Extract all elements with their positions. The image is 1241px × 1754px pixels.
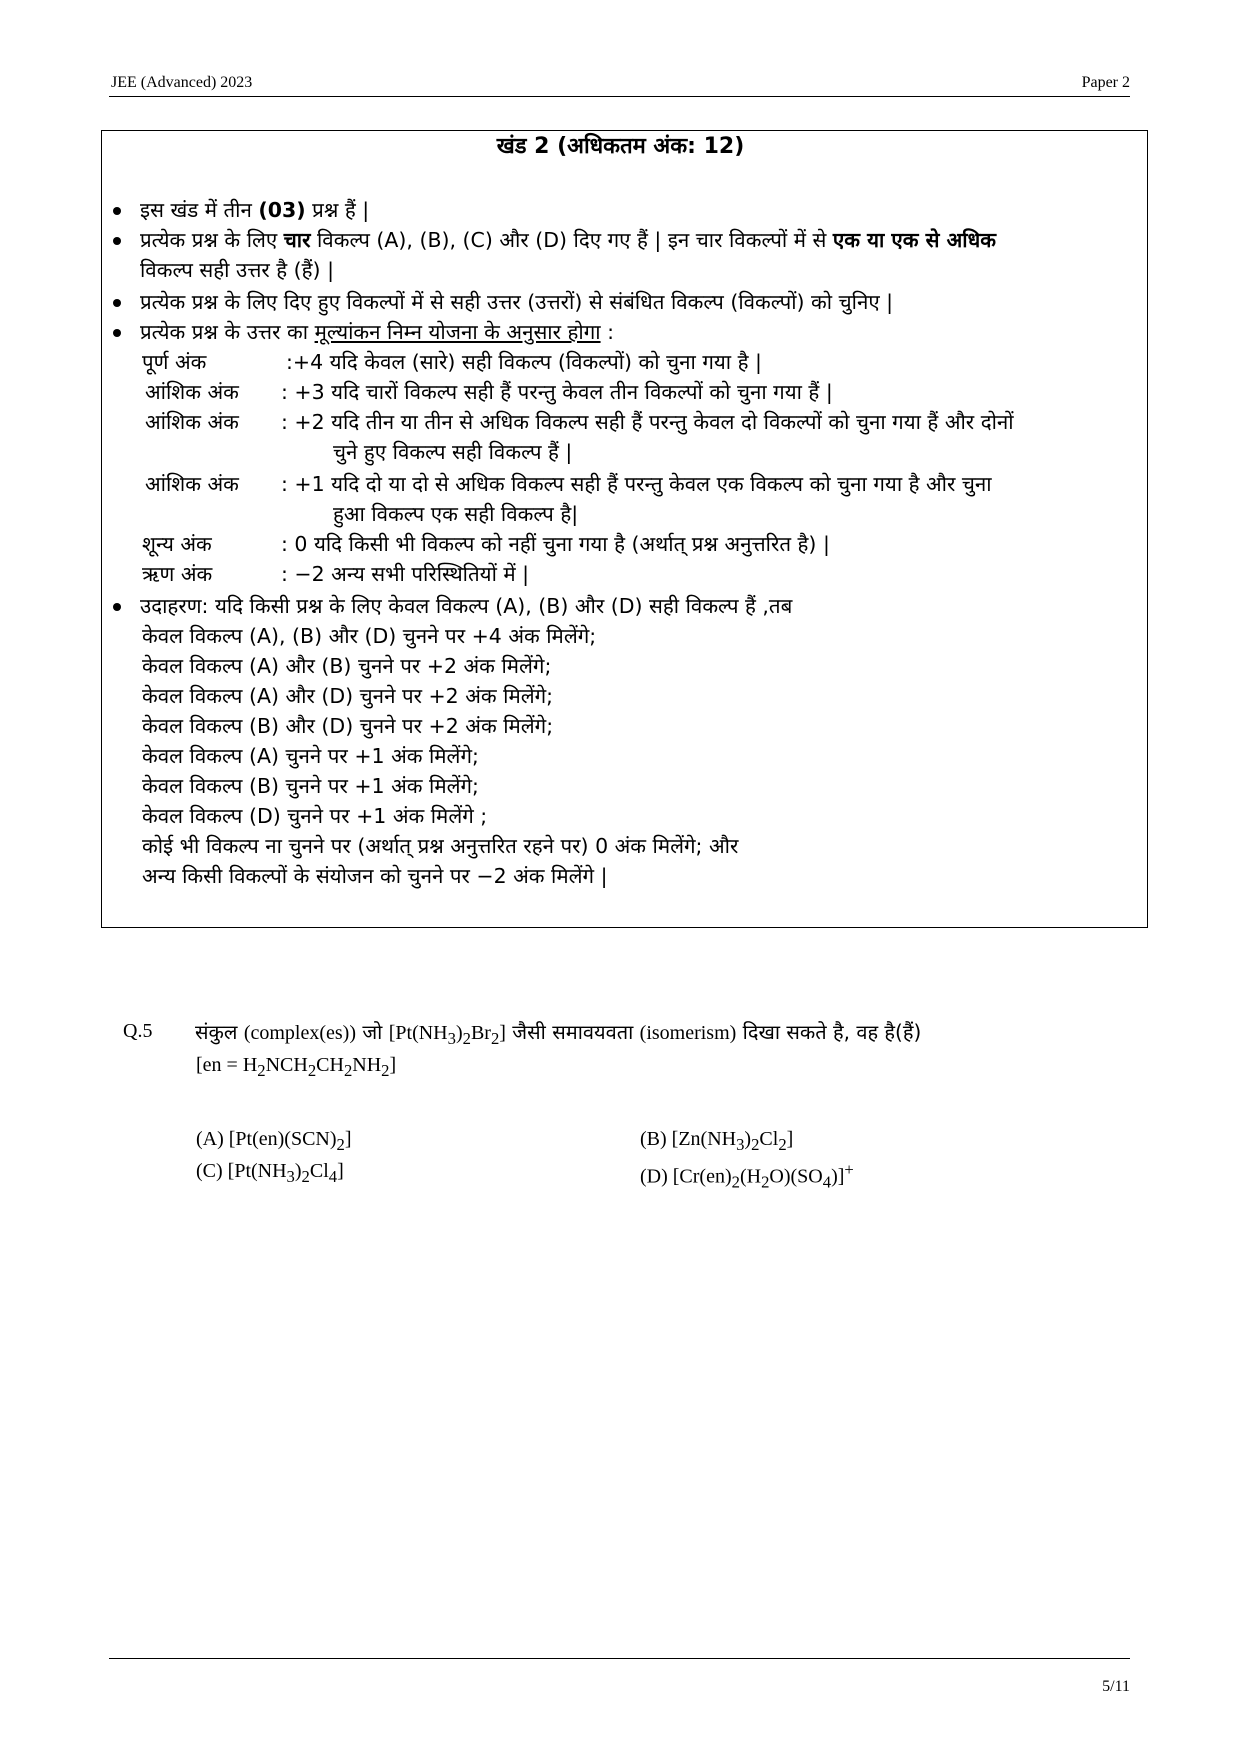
example-line: केवल विकल्प (D) चुनने पर +1 अंक मिलेंगे ; [142, 804, 488, 828]
option-a: (A) $[Pt(en)(SCN)_2]$ [196, 1128, 352, 1154]
example-intro: उदाहरण: यदि किसी प्रश्न के लिए केवल विकल्प (A), (B) और (D) सही विकल्प हैं ,तब [140, 594, 793, 618]
marking-label-negative: ऋण अंक [142, 562, 213, 586]
marking-label-partial-3: आंशिक अंक [145, 380, 239, 404]
option-c: (C) $[Pt(NH_3)_2Cl_4]$ [196, 1160, 344, 1186]
option-b: (B) $[Zn(NH_3)_2Cl_2]$ [640, 1128, 794, 1154]
header-exam-title: JEE (Advanced) 2023 [111, 74, 253, 91]
question-number: Q.5 [123, 1020, 153, 1042]
bullet-dot [113, 329, 121, 337]
marking-text-partial-1-cont: हुआ विकल्प एक सही विकल्प है| [333, 502, 579, 526]
marking-text-full: :+4 यदि केवल (सारे) सही विकल्प (विकल्पों) को चुना गया है | [286, 350, 762, 374]
instruction-choose: प्रत्येक प्रश्न के लिए दिए हुए विकल्पों में से सही उत्तर (उत्तरों) से संबंधित विकल्प (विकल्पों) को चुनिए | [140, 290, 894, 314]
example-line: केवल विकल्प (B) चुनने पर +1 अंक मिलेंगे; [142, 774, 479, 798]
example-line: कोई भी विकल्प ना चुनने पर (अर्थात् प्रश्न अनुत्तरित रहने पर) 0 अंक मिलेंगे; और [142, 834, 739, 858]
section-title: खंड 2 (अधिकतम अंक: 12) [496, 134, 745, 159]
option-d: (D) $[Cr(en)_2(H_2O)(SO_4)]^+$ [640, 1160, 854, 1192]
instruction-options: प्रत्येक प्रश्न के लिए चार विकल्प (A), (B), (C) और (D) दिए गए हैं | इन चार विकल्पों में से एक या एक से अधिक [140, 228, 996, 252]
marking-label-partial-2: आंशिक अंक [145, 410, 239, 434]
question-en-definition: $[en = H_2NCH_2CH_2NH_2]$ [196, 1054, 397, 1080]
marking-text-negative: : −2 अन्य सभी परिस्थितियों में | [281, 562, 530, 586]
example-line: केवल विकल्प (A), (B) और (D) चुनने पर +4 अंक मिलेंगे; [142, 624, 597, 648]
example-line: अन्य किसी विकल्पों के संयोजन को चुनने पर −2 अंक मिलेंगे | [142, 864, 608, 888]
header-divider [109, 96, 1130, 97]
marking-label-full: पूर्ण अंक [142, 350, 207, 374]
marking-label-partial-1: आंशिक अंक [145, 472, 239, 496]
example-line: केवल विकल्प (A) और (D) चुनने पर +2 अंक मिलेंगे; [142, 684, 554, 708]
bullet-dot [113, 603, 121, 611]
marking-text-partial-2: : +2 यदि तीन या तीन से अधिक विकल्प सही हैं परन्तु केवल दो विकल्पों को चुना गया हैं और दोनों [281, 410, 1014, 434]
header-paper-label: Paper 2 [1081, 74, 1130, 91]
marking-text-partial-2-cont: चुने हुए विकल्प सही विकल्प हैं | [333, 440, 573, 464]
question-stem: संकुल (complex(es)) जो $[Pt(NH_3)_2Br_2]$ जैसी समावयवता (isomerism) दिखा सकते है, वह है(हैं) [195, 1020, 922, 1048]
marking-text-partial-1: : +1 यदि दो या दो से अधिक विकल्प सही हैं परन्तु केवल एक विकल्प को चुना गया है और चुना [281, 472, 992, 496]
instruction-options-cont: विकल्प सही उत्तर है (हैं) | [140, 258, 334, 282]
example-line: केवल विकल्प (A) और (B) चुनने पर +2 अंक मिलेंगे; [142, 654, 552, 678]
instruction-marking-scheme: प्रत्येक प्रश्न के उत्तर का मूल्यांकन निम्न योजना के अनुसार होगा : [140, 320, 614, 344]
footer-divider [109, 1658, 1130, 1659]
bullet-dot [113, 237, 121, 245]
page-number: 5/11 [1102, 1678, 1130, 1695]
example-line: केवल विकल्प (A) चुनने पर +1 अंक मिलेंगे; [142, 744, 479, 768]
marking-text-zero: : 0 यदि किसी भी विकल्प को नहीं चुना गया है (अर्थात् प्रश्न अनुत्तरित है) | [281, 532, 830, 556]
bullet-dot [113, 207, 121, 215]
bullet-dot [113, 299, 121, 307]
marking-text-partial-3: : +3 यदि चारों विकल्प सही हैं परन्तु केवल तीन विकल्पों को चुना गया हैं | [281, 380, 833, 404]
instruction-question-count: इस खंड में तीन (03) प्रश्न हैं | [140, 198, 370, 222]
example-line: केवल विकल्प (B) और (D) चुनने पर +2 अंक मिलेंगे; [142, 714, 554, 738]
marking-label-zero: शून्य अंक [142, 532, 212, 556]
